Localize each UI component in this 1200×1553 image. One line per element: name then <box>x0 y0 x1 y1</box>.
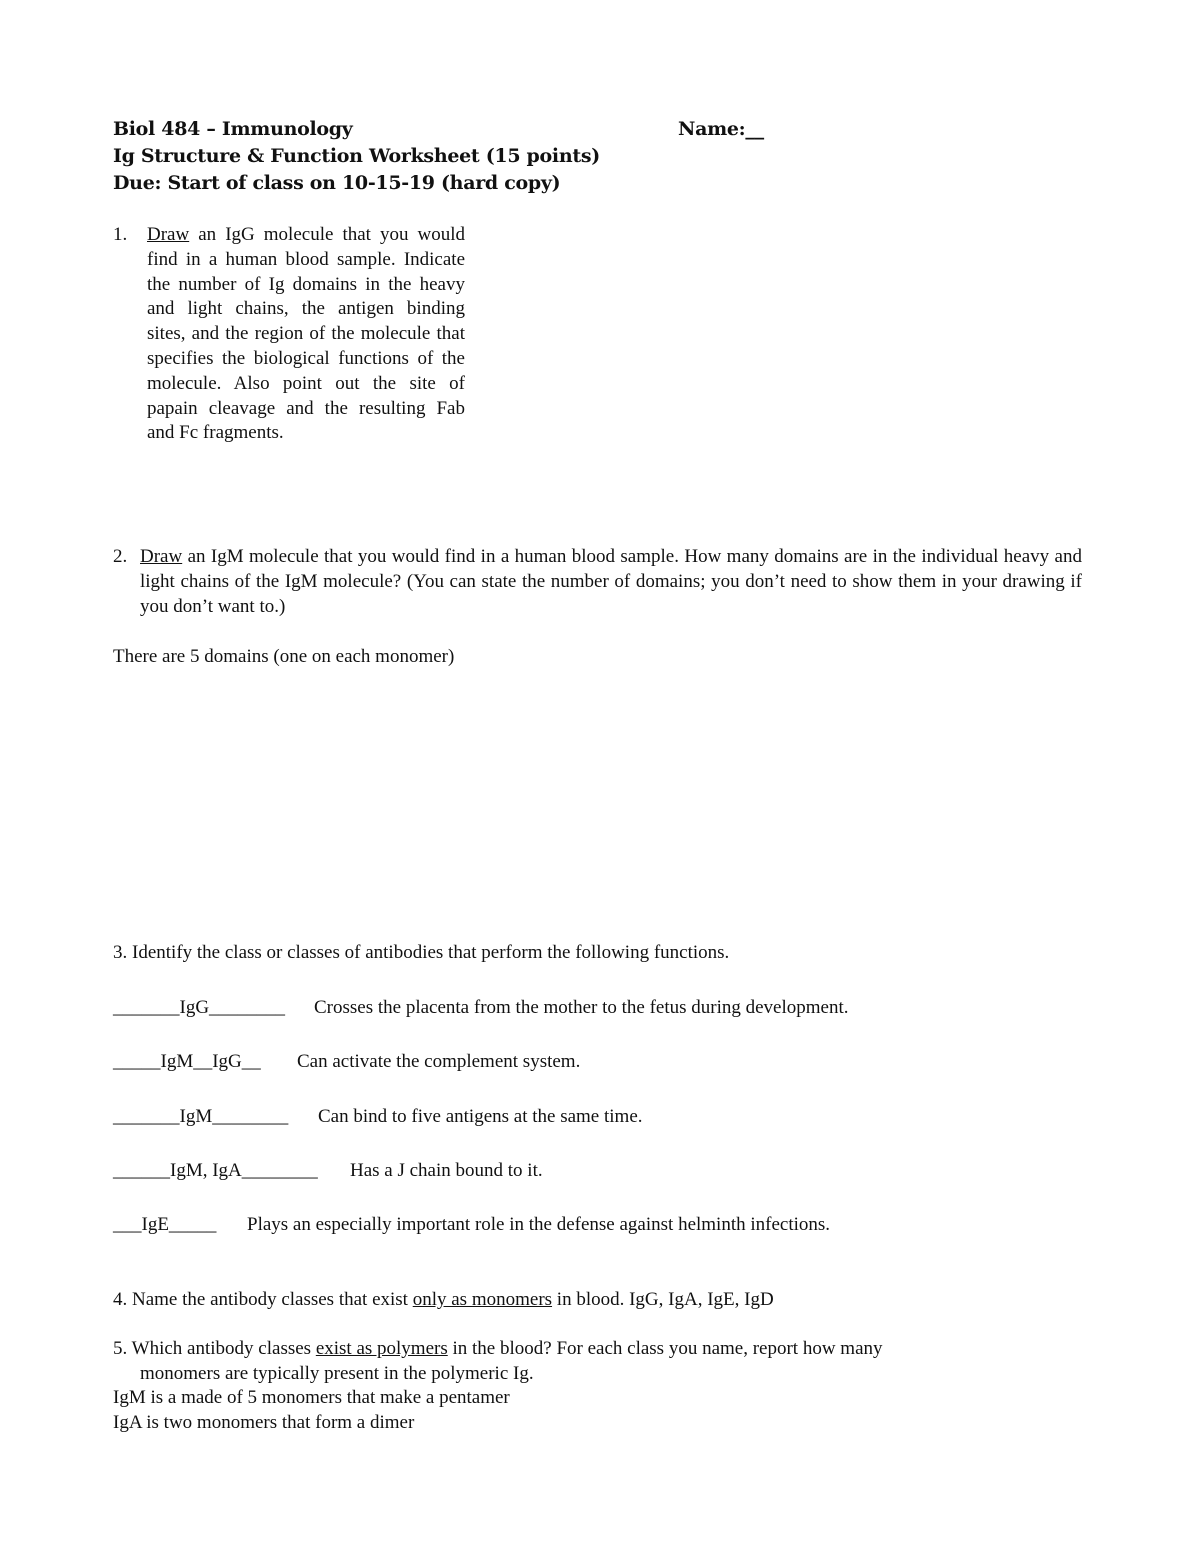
q3-item-5-desc: Plays an especially important role in the defense against helminth infections. <box>247 1214 831 1235</box>
due-date: Due: Start of class on 10-15-19 (hard copy) <box>113 172 561 194</box>
q5-underlined: exist as polymers <box>315 1338 448 1359</box>
q3-item-2-desc: Can activate the complement system. <box>297 1051 581 1072</box>
q3-item-3-desc: Can bind to five antigens at the same time. <box>318 1106 643 1127</box>
course-title: Biol 484 – Immunology <box>113 118 353 140</box>
q3-item-2-blank: _____IgM__IgG__ <box>113 1051 261 1072</box>
q4-pre: 4. Name the antibody classes that exist <box>113 1289 413 1310</box>
q3-item-3-blank: _______IgM________ <box>113 1106 289 1127</box>
q2-text <box>140 545 1082 619</box>
q4-underlined: only as monomers <box>412 1289 553 1310</box>
q4-text <box>113 1288 774 1313</box>
q3-item-5-blank: ___IgE_____ <box>113 1214 217 1235</box>
q1-number: 1. <box>113 224 128 245</box>
q3-item-4-desc: Has a J chain bound to it. <box>350 1160 543 1181</box>
q2-draw-word: Draw <box>140 546 183 567</box>
q5-post: in the blood? For each class you name, report how many <box>447 1338 883 1359</box>
q5-line-1 <box>113 1337 883 1362</box>
q5-answer-2: IgA is two monomers that form a dimer <box>113 1412 415 1433</box>
q3-prompt: 3. Identify the class or classes of antibodies that perform the following functions. <box>113 942 730 963</box>
q2-body: an IgM molecule that you would find in a human blood sample. How many domains are in the individual heavy and light chains of the IgM molecule? (You can state the number of domains; you don’t need to show them in your drawing if you don’t want to.) <box>140 546 1082 617</box>
q2-answer: There are 5 domains (one on each monomer) <box>113 646 455 667</box>
q1-text <box>147 223 465 446</box>
q3-item-1-desc: Crosses the placenta from the mother to the fetus during development. <box>314 997 849 1018</box>
name-label: Name:__ <box>678 118 764 140</box>
q5-pre: 5. Which antibody classes <box>113 1338 316 1359</box>
q4-post: in blood. IgG, IgA, IgE, IgD <box>552 1289 774 1310</box>
q1-draw-word: Draw <box>147 224 190 245</box>
q3-item-4-blank: ______IgM, IgA________ <box>113 1160 318 1181</box>
q5-answer-1: IgM is a made of 5 monomers that make a pentamer <box>113 1387 510 1408</box>
q1-body: an IgG molecule that you would find in a human blood sample. Indicate the number of Ig domains in the heavy and light chains, the antigen binding sites, and the region of the molecule that specifies the biological functions of the molecule. Also point out the site of papain cleavage and the resulting Fab and Fc fragments. <box>147 224 465 444</box>
q5-line-2: monomers are typically present in the polymeric Ig. <box>140 1363 534 1384</box>
q3-item-1-blank: _______IgG________ <box>113 997 286 1018</box>
worksheet-title: Ig Structure & Function Worksheet (15 points) <box>113 145 600 167</box>
q2-number: 2. <box>113 546 128 567</box>
